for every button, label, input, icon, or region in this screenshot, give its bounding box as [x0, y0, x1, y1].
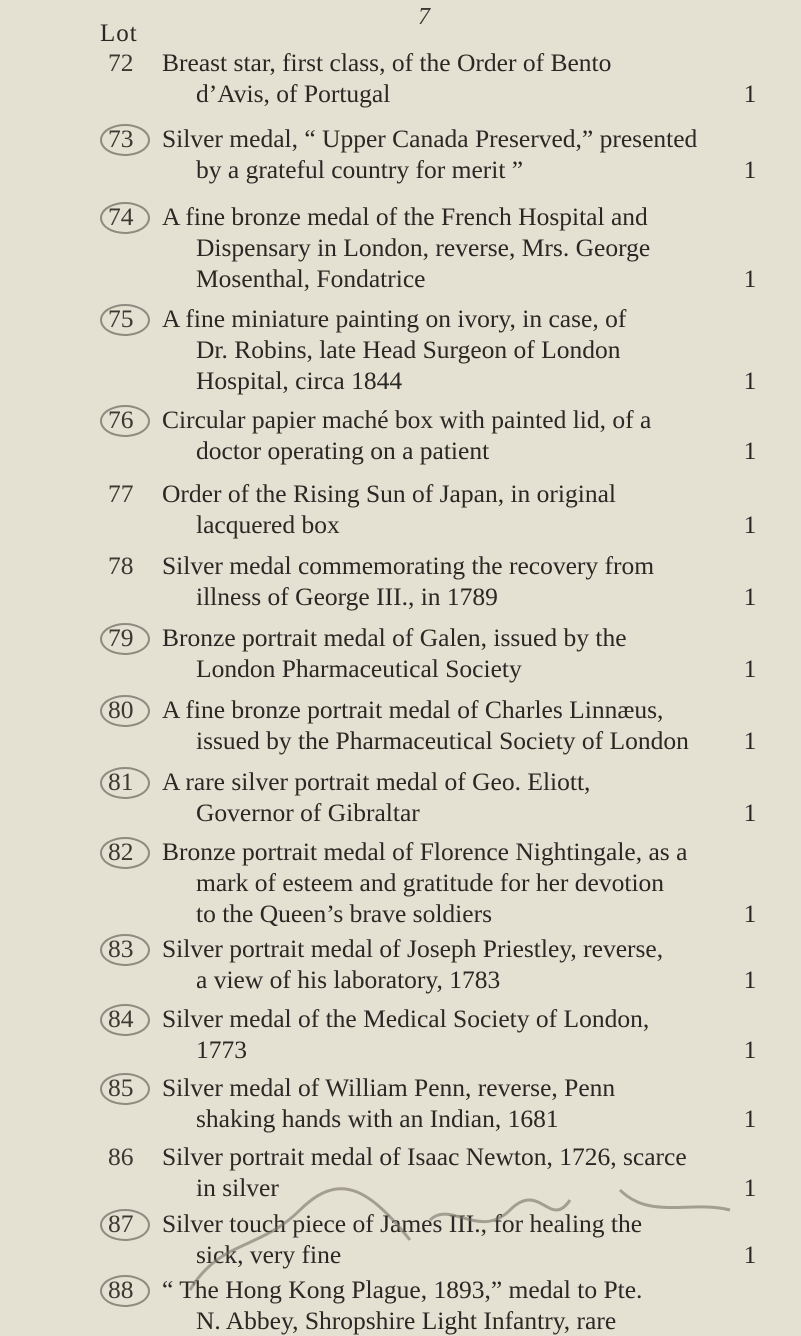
- lot-description: [162, 1003, 722, 1065]
- lot-description-line: Silver medal of William Penn, reverse, Penn: [162, 1073, 616, 1102]
- lot-quantity: 1: [743, 582, 757, 611]
- lot-description-line: Governor of Gibraltar: [196, 798, 420, 827]
- lot-description-line: 1773: [196, 1035, 247, 1064]
- lot-description-line: sick, very fine: [196, 1240, 342, 1269]
- lot-description-line: Mosenthal, Fondatrice: [196, 264, 426, 293]
- pencil-circle-icon: [100, 304, 150, 336]
- lot-description-line: London Pharmaceutical Society: [196, 654, 522, 683]
- lot-description: [162, 766, 722, 828]
- lot-description-line: “ The Hong Kong Plague, 1893,” medal to Pte.: [162, 1275, 643, 1304]
- lot-description-line: to the Queen’s brave soldiers: [196, 899, 493, 928]
- pencil-circle-icon: [100, 837, 150, 869]
- lot-quantity: 1: [743, 264, 757, 293]
- lot-number: 72: [108, 48, 134, 77]
- pencil-circle-icon: [100, 1209, 150, 1241]
- lot-quantity: 1: [743, 510, 757, 539]
- lot-description-line: a view of his laboratory, 1783: [196, 965, 501, 994]
- lot-description-line: Silver medal, “ Upper Canada Preserved,” presented: [162, 124, 698, 153]
- pencil-circle-icon: [100, 1275, 150, 1307]
- lot-description-line: Bronze portrait medal of Galen, issued by the: [162, 623, 627, 652]
- lot-description-line: A fine bronze portrait medal of Charles Linnæus,: [162, 695, 664, 724]
- lot-description-line: in silver: [196, 1173, 279, 1202]
- lot-description-line: A fine miniature painting on ivory, in case, of: [162, 304, 627, 333]
- lot-description-line: d’Avis, of Portugal: [196, 79, 391, 108]
- lot-number: 83: [108, 934, 134, 963]
- lot-quantity: 1: [743, 726, 757, 755]
- lot-number: 88: [108, 1275, 134, 1304]
- lot-description-line: Dispensary in London, reverse, Mrs. George: [196, 233, 651, 262]
- lot-quantity: 1: [743, 899, 757, 928]
- lot-number: 84: [108, 1004, 134, 1033]
- lot-number: 75: [108, 304, 134, 333]
- lot-number: 82: [108, 837, 134, 866]
- lot-number: 81: [108, 767, 134, 796]
- lot-description-line: Hospital, circa 1844: [196, 366, 403, 395]
- pencil-circle-icon: [100, 695, 150, 727]
- lot-description: [162, 47, 722, 109]
- lot-description: [162, 404, 722, 466]
- page-number: 7: [418, 4, 430, 30]
- lot-description-line: Bronze portrait medal of Florence Nightingale, as a: [162, 837, 688, 866]
- lot-number: 87: [108, 1209, 134, 1238]
- lot-description-line: Silver portrait medal of Isaac Newton, 1726, scarce: [162, 1142, 687, 1171]
- lot-description-line: issued by the Pharmaceutical Society of London: [196, 726, 689, 755]
- lot-description-line: Circular papier maché box with painted lid, of a: [162, 405, 652, 434]
- lot-quantity: 1: [743, 1104, 757, 1133]
- handwritten-scribble-icon: [150, 1180, 770, 1296]
- lot-description: [162, 622, 722, 684]
- lot-description-line: A rare silver portrait medal of Geo. Eliott,: [162, 767, 591, 796]
- lot-description: [162, 201, 722, 294]
- lot-description: [162, 1072, 722, 1134]
- lot-description: [162, 478, 722, 540]
- lot-quantity: 1: [743, 1240, 757, 1269]
- lot-number: 73: [108, 124, 134, 153]
- lot-quantity: 1: [743, 798, 757, 827]
- lot-quantity: 1: [743, 654, 757, 683]
- lot-description-line: lacquered box: [196, 510, 340, 539]
- lot-description-line: Dr. Robins, late Head Surgeon of London: [196, 335, 621, 364]
- lot-description: [162, 123, 722, 185]
- lot-quantity: 1: [743, 1035, 757, 1064]
- lot-description-line: Breast star, first class, of the Order of Bento: [162, 48, 612, 77]
- pencil-circle-icon: [100, 934, 150, 966]
- lot-description-line: illness of George III., in 1789: [196, 582, 498, 611]
- lot-description: [162, 303, 722, 396]
- lot-description: [162, 550, 722, 612]
- lot-description-line: Silver touch piece of James III., for healing the: [162, 1209, 643, 1238]
- lot-description-line: by a grateful country for merit ”: [196, 155, 524, 184]
- pencil-circle-icon: [100, 405, 150, 437]
- pencil-circle-icon: [100, 1073, 150, 1105]
- lot-description-line: Silver medal commemorating the recovery from: [162, 551, 655, 580]
- lot-number: 77: [108, 479, 134, 508]
- lot-description: [162, 933, 722, 995]
- pencil-circle-icon: [100, 202, 150, 234]
- lot-quantity: 1: [743, 366, 757, 395]
- lot-number: 79: [108, 623, 134, 652]
- lot-description-line: A fine bronze medal of the French Hospital and: [162, 202, 648, 231]
- lot-description-line: Silver medal of the Medical Society of London,: [162, 1004, 650, 1033]
- lot-number: 76: [108, 405, 134, 434]
- lot-description: [162, 694, 722, 756]
- lot-description-line: shaking hands with an Indian, 1681: [196, 1104, 559, 1133]
- lot-column-header: Lot: [100, 20, 138, 47]
- lot-quantity: 1: [743, 79, 757, 108]
- pencil-circle-icon: [100, 124, 150, 156]
- lot-description-line: Order of the Rising Sun of Japan, in original: [162, 479, 616, 508]
- lot-number: 74: [108, 202, 134, 231]
- lot-description-line: N. Abbey, Shropshire Light Infantry, rare: [196, 1306, 617, 1335]
- lot-description-line: Silver portrait medal of Joseph Priestley, reverse,: [162, 934, 664, 963]
- pencil-circle-icon: [100, 623, 150, 655]
- pencil-circle-icon: [100, 767, 150, 799]
- lot-description-line: mark of esteem and gratitude for her devotion: [196, 868, 665, 897]
- lot-quantity: 1: [743, 1173, 757, 1202]
- lot-number: 80: [108, 695, 134, 724]
- lot-description: [162, 836, 722, 929]
- lot-description-line: doctor operating on a patient: [196, 436, 490, 465]
- lot-number: 78: [108, 551, 134, 580]
- lot-number: 86: [108, 1142, 134, 1171]
- pencil-circle-icon: [100, 1004, 150, 1036]
- lot-number: 85: [108, 1073, 134, 1102]
- lot-quantity: 1: [743, 965, 757, 994]
- lot-quantity: 1: [743, 436, 757, 465]
- lot-quantity: 1: [743, 155, 757, 184]
